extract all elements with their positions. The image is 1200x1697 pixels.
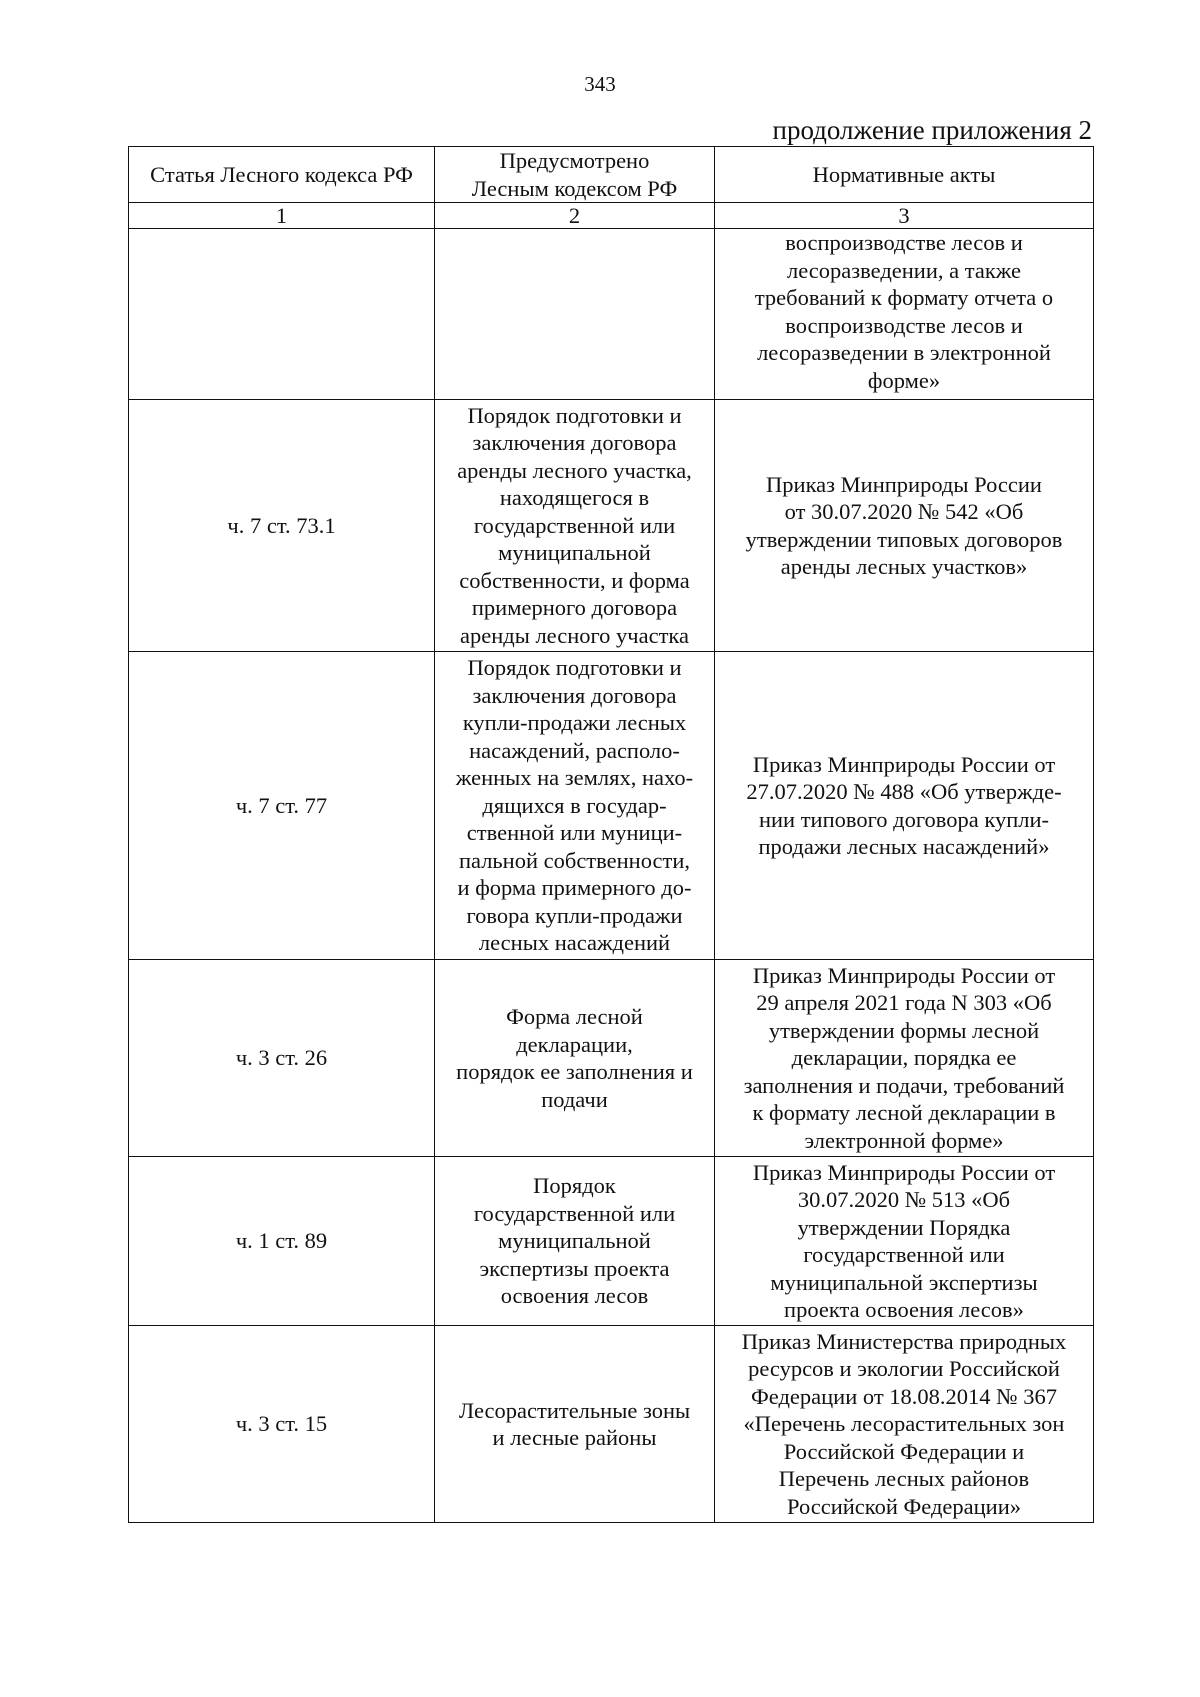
article-cell: ч. 1 ст. 89 bbox=[129, 1157, 435, 1326]
acts-cell: Приказ Министерства природных ресурсов и экологии Российской Федерации от 18.08.2014 № 367 «Перечень лесорастительных зон Российской Федерации и Перечень лесных районов Российской Федерации» bbox=[715, 1326, 1094, 1523]
provision-cell: Порядок государственной или муниципальной экспертизы проекта освоения лесов bbox=[435, 1157, 715, 1326]
acts-cell: воспроизводстве лесов и лесоразведении, а также требований к формату отчета о воспроизводстве лесов и лесоразведении в электронной форме» bbox=[715, 229, 1094, 400]
acts-cell: Приказ Минприроды России от 30.07.2020 № 542 «Об утверждении типовых договоров аренды лесных участков» bbox=[715, 400, 1094, 652]
acts-cell: Приказ Минприроды России от 30.07.2020 № 513 «Об утверждении Порядка государственной или муниципальной экспертизы проекта освоения лесов» bbox=[715, 1157, 1094, 1326]
table-row bbox=[129, 229, 1094, 400]
article-cell: ч. 3 ст. 15 bbox=[129, 1326, 435, 1523]
provision-cell: Порядок подготовки и заключения договора купли-продажи лесных насаждений, располо- женных на землях, нахо- дящихся в государ- ственной или муници- пальной собственности, и форма примерного до- говора купли-продажи лесных насаждений bbox=[435, 652, 715, 960]
regulations-table bbox=[128, 146, 1094, 1523]
page-number: 343 bbox=[584, 72, 616, 96]
article-cell: ч. 3 ст. 26 bbox=[129, 960, 435, 1157]
column-number-3: 3 bbox=[715, 203, 1094, 229]
provision-cell: Лесорастительные зоны и лесные районы bbox=[435, 1326, 715, 1523]
article-cell bbox=[129, 229, 435, 400]
table-row bbox=[129, 1157, 1094, 1326]
table-row bbox=[129, 960, 1094, 1157]
table-row bbox=[129, 652, 1094, 960]
article-cell: ч. 7 ст. 77 bbox=[129, 652, 435, 960]
provision-cell bbox=[435, 229, 715, 400]
column-number-2: 2 bbox=[435, 203, 715, 229]
acts-cell: Приказ Минприроды России от 27.07.2020 № 488 «Об утвержде- нии типового договора купли- продажи лесных насаждений» bbox=[715, 652, 1094, 960]
table-header-row bbox=[129, 147, 1094, 203]
table-row bbox=[129, 1326, 1094, 1523]
article-cell: ч. 7 ст. 73.1 bbox=[129, 400, 435, 652]
table-row bbox=[129, 400, 1094, 652]
header-article: Статья Лесного кодекса РФ bbox=[129, 147, 435, 203]
provision-cell: Порядок подготовки и заключения договора аренды лесного участка, находящегося в государственной или муниципальной собственности, и форма примерного договора аренды лесного участка bbox=[435, 400, 715, 652]
column-number-1: 1 bbox=[129, 203, 435, 229]
continuation-label: продолжение приложения 2 bbox=[772, 115, 1092, 145]
acts-cell: Приказ Минприроды России от 29 апреля 2021 года N 303 «Об утверждении формы лесной декларации, порядка ее заполнения и подачи, требований к формату лесной декларации в электронной форме» bbox=[715, 960, 1094, 1157]
header-provision: Предусмотрено Лесным кодексом РФ bbox=[435, 147, 715, 203]
provision-cell: Форма лесной декларации, порядок ее заполнения и подачи bbox=[435, 960, 715, 1157]
header-acts: Нормативные акты bbox=[715, 147, 1094, 203]
column-number-row bbox=[129, 203, 1094, 229]
